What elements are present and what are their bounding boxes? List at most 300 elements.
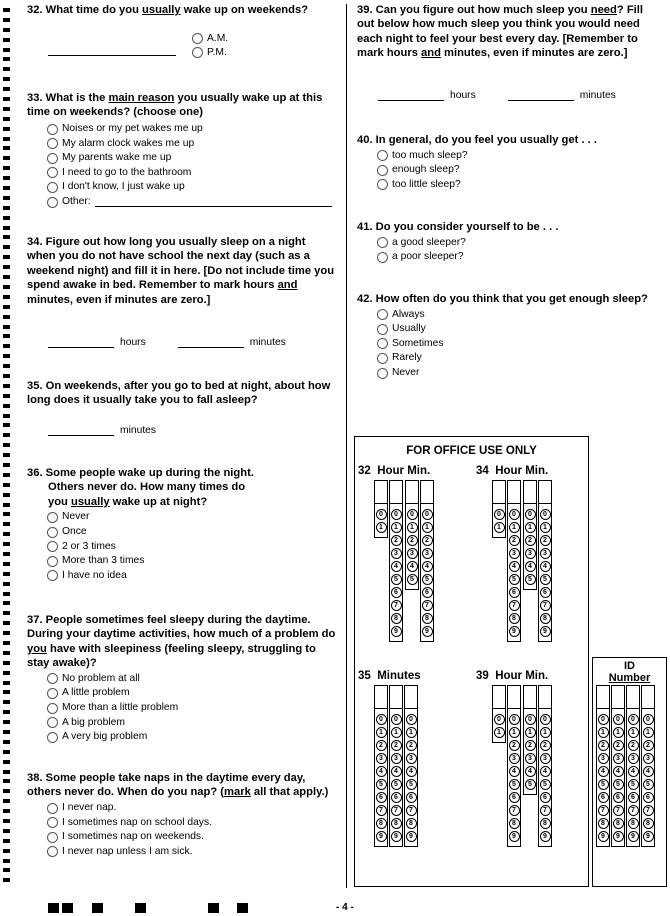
timing-mark (3, 779, 10, 783)
timing-mark (3, 18, 10, 22)
timing-mark (3, 601, 10, 605)
write-in-box[interactable] (524, 685, 536, 709)
digit-bubble[interactable]: 0 (376, 509, 387, 520)
radio-button[interactable] (47, 803, 58, 814)
hours-label: hours (450, 90, 476, 101)
digit-bubble[interactable]: 7 (509, 600, 520, 611)
digit-bubble[interactable]: 4 (376, 766, 387, 777)
timing-mark (3, 235, 10, 239)
digit-bubble[interactable]: 5 (391, 574, 402, 585)
digit-bubble[interactable]: 5 (376, 779, 387, 790)
radio-button[interactable] (47, 688, 58, 699)
radio-button[interactable] (47, 846, 58, 857)
digit-bubble[interactable]: 2 (598, 740, 609, 751)
write-in-box[interactable] (493, 480, 505, 504)
digit-bubble[interactable]: 9 (628, 831, 639, 842)
digit-bubble[interactable]: 5 (540, 779, 551, 790)
q39-hours-blank[interactable] (378, 91, 444, 101)
digit-bubble[interactable]: 1 (391, 727, 402, 738)
radio-button[interactable] (377, 338, 388, 349)
id-digit-column (626, 685, 640, 847)
q33-option[interactable]: Noises or my pet wakes me up (47, 122, 332, 137)
q37-option[interactable]: No problem at all (47, 672, 339, 687)
digit-bubble[interactable]: 8 (406, 818, 417, 829)
digit-bubble[interactable]: 7 (628, 805, 639, 816)
q37-option[interactable]: A little problem (47, 686, 339, 701)
minutes-column (389, 685, 403, 847)
q33-option-other[interactable]: Other: (47, 195, 332, 210)
q35-minutes-blank[interactable] (48, 426, 114, 436)
digit-bubble[interactable]: 1 (407, 522, 418, 533)
digit-bubble[interactable]: 8 (376, 818, 387, 829)
digit-bubble[interactable]: 2 (525, 740, 536, 751)
q33-option[interactable]: I need to go to the bathroom (47, 166, 332, 181)
digit-bubble[interactable]: 3 (540, 548, 551, 559)
q38-options (47, 801, 337, 859)
q32-time-blank[interactable] (48, 46, 176, 56)
digit-bubble[interactable]: 7 (509, 805, 520, 816)
digit-bubble[interactable]: 0 (525, 509, 536, 520)
digit-bubble[interactable]: 9 (391, 831, 402, 842)
question-39 (357, 3, 657, 61)
timing-mark (3, 166, 10, 170)
digit-bubble[interactable]: 6 (628, 792, 639, 803)
hour-tens-column (492, 685, 506, 743)
write-in-box[interactable] (597, 685, 609, 709)
digit-bubble[interactable]: 5 (406, 779, 417, 790)
q40-option[interactable]: too little sleep? (377, 178, 657, 193)
registration-mark (62, 903, 73, 913)
digit-bubble[interactable]: 3 (391, 753, 402, 764)
write-in-box[interactable] (508, 480, 520, 504)
digit-bubble[interactable]: 3 (422, 548, 433, 559)
q33-option[interactable]: My parents wake me up (47, 151, 332, 166)
digit-bubble[interactable]: 9 (509, 626, 520, 637)
q36-option[interactable]: 2 or 3 times (47, 539, 337, 554)
digit-bubble[interactable]: 0 (525, 714, 536, 725)
digit-bubble[interactable]: 0 (391, 714, 402, 725)
digit-bubble[interactable]: 1 (376, 522, 387, 533)
radio-button[interactable] (47, 817, 58, 828)
digit-bubble[interactable]: 2 (422, 535, 433, 546)
digit-bubble[interactable]: 4 (628, 766, 639, 777)
digit-bubble[interactable]: 8 (540, 818, 551, 829)
q42-option[interactable]: Usually (377, 322, 657, 337)
digit-bubble[interactable]: 3 (598, 753, 609, 764)
timing-mark (3, 196, 10, 200)
timing-mark (3, 839, 10, 843)
q35-answer-row (48, 425, 156, 436)
digit-bubble[interactable]: 7 (540, 600, 551, 611)
write-in-box[interactable] (375, 480, 387, 504)
digit-bubble[interactable]: 2 (540, 740, 551, 751)
write-in-box[interactable] (406, 480, 418, 504)
digit-bubble[interactable]: 1 (525, 727, 536, 738)
digit-bubble[interactable]: 6 (509, 587, 520, 598)
digit-bubble[interactable]: 2 (628, 740, 639, 751)
q36-option[interactable]: More than 3 times (47, 554, 337, 569)
digit-bubble[interactable]: 8 (391, 818, 402, 829)
digit-bubble[interactable]: 7 (406, 805, 417, 816)
digit-bubble[interactable]: 1 (376, 727, 387, 738)
write-in-box[interactable] (493, 685, 505, 709)
digit-bubble[interactable]: 8 (643, 818, 654, 829)
q37-option[interactable]: A very big problem (47, 730, 339, 745)
digit-bubble[interactable]: 4 (540, 766, 551, 777)
digit-bubble[interactable]: 3 (525, 548, 536, 559)
digit-bubble[interactable]: 8 (422, 613, 433, 624)
digit-bubble[interactable]: 2 (391, 740, 402, 751)
digit-bubble[interactable]: 4 (525, 561, 536, 572)
digit-bubble[interactable]: 1 (525, 522, 536, 533)
digit-bubble[interactable]: 1 (509, 727, 520, 738)
digit-bubble[interactable]: 6 (540, 792, 551, 803)
minute-ones-column (538, 480, 552, 642)
write-in-box[interactable] (390, 685, 402, 709)
q41-option[interactable]: a poor sleeper? (377, 250, 657, 265)
digit-bubble[interactable]: 6 (391, 587, 402, 598)
timing-mark (3, 374, 10, 378)
timing-mark (3, 67, 10, 71)
hour-tens-column (374, 480, 388, 538)
id-number-label: ID Number (608, 660, 651, 684)
digit-bubble[interactable]: 8 (613, 818, 624, 829)
timing-mark (3, 364, 10, 368)
timing-mark (3, 315, 10, 319)
q40-option[interactable]: too much sleep? (377, 148, 657, 163)
q36-option[interactable]: Never (47, 510, 337, 525)
id-digit-column (611, 685, 625, 847)
digit-bubble[interactable]: 6 (540, 587, 551, 598)
digit-bubble[interactable]: 1 (598, 727, 609, 738)
q42-option[interactable]: Never (377, 366, 657, 381)
q33-option[interactable]: My alarm clock wakes me up (47, 136, 332, 151)
digit-bubble[interactable]: 8 (509, 818, 520, 829)
digit-bubble[interactable]: 9 (391, 626, 402, 637)
radio-button[interactable] (47, 717, 58, 728)
q36-option[interactable]: I have no idea (47, 569, 337, 584)
digit-bubble[interactable]: 5 (540, 574, 551, 585)
q33-option[interactable]: I don't know, I just wake up (47, 180, 332, 195)
digit-bubble[interactable]: 4 (643, 766, 654, 777)
radio-button[interactable] (47, 570, 58, 581)
question-39-text: 39. Can you figure out how much sleep you need? Fill out below how much sleep you think you would need each night to feel your best every day. [Remember to mark hours and minutes, even if minutes are zero.] (357, 4, 643, 60)
q42-option[interactable]: Always (377, 307, 657, 322)
digit-bubble[interactable]: 3 (628, 753, 639, 764)
digit-bubble[interactable]: 2 (540, 535, 551, 546)
digit-bubble[interactable]: 1 (643, 727, 654, 738)
question-42-text: 42. How often do you think that you get enough sleep? (357, 293, 648, 305)
radio-button[interactable] (47, 197, 58, 208)
write-in-box[interactable] (421, 480, 433, 504)
radio-button[interactable] (377, 324, 388, 335)
write-in-box[interactable] (375, 685, 387, 709)
q38-option[interactable]: I sometimes nap on weekends. (47, 830, 337, 845)
digit-bubble[interactable]: 7 (613, 805, 624, 816)
digit-bubble[interactable]: 7 (540, 805, 551, 816)
write-in-box[interactable] (390, 480, 402, 504)
write-in-box[interactable] (508, 685, 520, 709)
digit-bubble[interactable]: 0 (422, 509, 433, 520)
timing-mark (3, 611, 10, 615)
digit-bubble[interactable]: 7 (598, 805, 609, 816)
radio-button[interactable] (47, 138, 58, 149)
digit-bubble[interactable]: 8 (540, 613, 551, 624)
digit-bubble[interactable]: 3 (613, 753, 624, 764)
digit-bubble[interactable]: 4 (525, 766, 536, 777)
digit-bubble[interactable]: 0 (613, 714, 624, 725)
digit-bubble[interactable]: 5 (598, 779, 609, 790)
timing-mark (3, 216, 10, 220)
digit-bubble[interactable]: 3 (525, 753, 536, 764)
digit-bubble[interactable]: 5 (643, 779, 654, 790)
digit-bubble[interactable]: 0 (509, 714, 520, 725)
radio-button[interactable] (192, 33, 203, 44)
radio-button[interactable] (47, 167, 58, 178)
q34-answer-row (48, 337, 286, 348)
digit-bubble[interactable]: 0 (391, 509, 402, 520)
digit-bubble[interactable]: 4 (509, 561, 520, 572)
digit-bubble[interactable]: 6 (613, 792, 624, 803)
digit-bubble[interactable]: 8 (598, 818, 609, 829)
question-40-text: 40. In general, do you feel you usually get . . . (357, 134, 597, 146)
digit-bubble[interactable]: 4 (406, 766, 417, 777)
digit-bubble[interactable]: 4 (613, 766, 624, 777)
id-digit-column (641, 685, 655, 847)
digit-bubble[interactable]: 5 (525, 779, 536, 790)
timing-mark (3, 483, 10, 487)
digit-bubble[interactable]: 7 (391, 805, 402, 816)
digit-bubble[interactable]: 7 (391, 600, 402, 611)
write-in-box[interactable] (612, 685, 624, 709)
digit-bubble[interactable]: 7 (376, 805, 387, 816)
timing-mark (3, 868, 10, 872)
digit-bubble[interactable]: 5 (422, 574, 433, 585)
digit-bubble[interactable]: 0 (643, 714, 654, 725)
radio-button[interactable] (377, 150, 388, 161)
q42-option[interactable]: Rarely (377, 351, 657, 366)
digit-bubble[interactable]: 4 (422, 561, 433, 572)
digit-bubble[interactable]: 2 (407, 535, 418, 546)
radio-button[interactable] (377, 353, 388, 364)
radio-button[interactable] (377, 309, 388, 320)
digit-bubble[interactable]: 9 (540, 831, 551, 842)
digit-bubble[interactable]: 6 (391, 792, 402, 803)
digit-bubble[interactable]: 9 (406, 831, 417, 842)
digit-bubble[interactable]: 3 (643, 753, 654, 764)
digit-bubble[interactable]: 6 (376, 792, 387, 803)
digit-bubble[interactable]: 5 (525, 574, 536, 585)
digit-bubble[interactable]: 6 (422, 587, 433, 598)
radio-button[interactable] (47, 153, 58, 164)
grid-35-label: 35 Minutes (358, 670, 421, 682)
timing-mark (3, 473, 10, 477)
grid-34-label: 34 Hour Min. (476, 465, 549, 477)
digit-bubble[interactable]: 0 (540, 714, 551, 725)
digit-bubble[interactable]: 3 (407, 548, 418, 559)
digit-bubble[interactable]: 3 (376, 753, 387, 764)
digit-bubble[interactable]: 0 (494, 509, 505, 520)
q41-option[interactable]: a good sleeper? (377, 235, 657, 250)
digit-bubble[interactable]: 9 (509, 831, 520, 842)
radio-button[interactable] (47, 182, 58, 193)
write-in-box[interactable] (539, 685, 551, 709)
digit-bubble[interactable]: 8 (628, 818, 639, 829)
digit-bubble[interactable]: 1 (406, 727, 417, 738)
timing-mark (3, 404, 10, 408)
digit-bubble[interactable]: 2 (525, 535, 536, 546)
digit-bubble[interactable]: 4 (391, 561, 402, 572)
question-36 (27, 466, 337, 583)
digit-bubble[interactable]: 2 (406, 740, 417, 751)
id-digit-column (596, 685, 610, 847)
q42-options (377, 307, 657, 380)
digit-bubble[interactable]: 1 (540, 727, 551, 738)
q38-option[interactable]: I never nap unless I am sick. (47, 845, 337, 860)
digit-bubble[interactable]: 8 (509, 613, 520, 624)
digit-bubble[interactable]: 9 (613, 831, 624, 842)
grid-39-label: 39 Hour Min. (476, 670, 549, 682)
q38-option[interactable]: I sometimes nap on school days. (47, 815, 337, 830)
digit-bubble[interactable]: 6 (598, 792, 609, 803)
minutes-label: minutes (120, 425, 157, 436)
digit-bubble[interactable]: 9 (598, 831, 609, 842)
radio-button[interactable] (47, 541, 58, 552)
timing-mark (3, 146, 10, 150)
digit-bubble[interactable]: 9 (376, 831, 387, 842)
q36-option[interactable]: Once (47, 525, 337, 540)
digit-bubble[interactable]: 7 (643, 805, 654, 816)
digit-bubble[interactable]: 3 (540, 753, 551, 764)
digit-bubble[interactable]: 5 (407, 574, 418, 585)
digit-bubble[interactable]: 1 (613, 727, 624, 738)
radio-button[interactable] (47, 124, 58, 135)
q34-hours-blank[interactable] (48, 338, 114, 348)
digit-bubble[interactable]: 5 (628, 779, 639, 790)
digit-bubble[interactable]: 9 (540, 626, 551, 637)
digit-bubble[interactable]: 1 (391, 522, 402, 533)
radio-button[interactable] (377, 368, 388, 379)
q32-option-am[interactable]: A.M. (192, 31, 228, 46)
question-35 (27, 379, 337, 408)
timing-mark (3, 463, 10, 467)
digit-bubble[interactable]: 0 (494, 714, 505, 725)
digit-bubble[interactable]: 5 (391, 779, 402, 790)
digit-bubble[interactable]: 1 (494, 727, 505, 738)
q33-other-blank[interactable] (95, 197, 332, 207)
timing-mark (3, 493, 10, 497)
digit-bubble[interactable]: 0 (406, 714, 417, 725)
write-in-box[interactable] (524, 480, 536, 504)
radio-button[interactable] (377, 165, 388, 176)
radio-button[interactable] (47, 732, 58, 743)
digit-bubble[interactable]: 3 (391, 548, 402, 559)
digit-bubble[interactable]: 6 (643, 792, 654, 803)
digit-bubble[interactable]: 4 (598, 766, 609, 777)
q32-option-pm[interactable]: P.M. (192, 46, 228, 61)
q40-option[interactable]: enough sleep? (377, 163, 657, 178)
digit-bubble[interactable]: 2 (509, 740, 520, 751)
q42-option[interactable]: Sometimes (377, 337, 657, 352)
timing-mark (3, 829, 10, 833)
digit-bubble[interactable]: 0 (509, 509, 520, 520)
digit-bubble[interactable]: 7 (422, 600, 433, 611)
timing-mark (3, 48, 10, 52)
write-in-box[interactable] (642, 685, 654, 709)
digit-bubble[interactable]: 0 (628, 714, 639, 725)
digit-bubble[interactable]: 4 (540, 561, 551, 572)
digit-bubble[interactable]: 3 (509, 548, 520, 559)
digit-bubble[interactable]: 6 (406, 792, 417, 803)
digit-bubble[interactable]: 0 (540, 509, 551, 520)
radio-button[interactable] (192, 47, 203, 58)
digit-bubble[interactable]: 2 (613, 740, 624, 751)
q37-option[interactable]: More than a little problem (47, 701, 339, 716)
write-in-box[interactable] (627, 685, 639, 709)
question-42 (357, 292, 657, 380)
q38-option[interactable]: I never nap. (47, 801, 337, 816)
digit-bubble[interactable]: 2 (643, 740, 654, 751)
digit-bubble[interactable]: 2 (509, 535, 520, 546)
digit-bubble[interactable]: 2 (391, 535, 402, 546)
write-in-box[interactable] (539, 480, 551, 504)
digit-bubble[interactable]: 5 (509, 779, 520, 790)
q34-minutes-blank[interactable] (178, 338, 244, 348)
digit-bubble[interactable]: 3 (509, 753, 520, 764)
digit-bubble[interactable]: 0 (598, 714, 609, 725)
digit-bubble[interactable]: 8 (391, 613, 402, 624)
digit-bubble[interactable]: 0 (407, 509, 418, 520)
registration-mark (237, 903, 248, 913)
timing-mark (3, 77, 10, 81)
timing-mark (3, 384, 10, 388)
radio-button[interactable] (377, 179, 388, 190)
timing-mark (3, 334, 10, 338)
q39-minutes-blank[interactable] (508, 91, 574, 101)
digit-bubble[interactable]: 2 (376, 740, 387, 751)
radio-button[interactable] (377, 252, 388, 263)
digit-bubble[interactable]: 4 (391, 766, 402, 777)
digit-bubble[interactable]: 6 (509, 792, 520, 803)
radio-button[interactable] (47, 556, 58, 567)
q37-option[interactable]: A big problem (47, 715, 339, 730)
digit-bubble[interactable]: 1 (540, 522, 551, 533)
digit-bubble[interactable]: 5 (613, 779, 624, 790)
radio-button[interactable] (47, 512, 58, 523)
radio-button[interactable] (47, 527, 58, 538)
radio-button[interactable] (377, 237, 388, 248)
digit-bubble[interactable]: 1 (628, 727, 639, 738)
timing-mark (3, 325, 10, 329)
digit-bubble[interactable]: 1 (422, 522, 433, 533)
digit-bubble[interactable]: 4 (407, 561, 418, 572)
digit-bubble[interactable]: 9 (643, 831, 654, 842)
write-in-box[interactable] (405, 685, 417, 709)
timing-mark (3, 137, 10, 141)
radio-button[interactable] (47, 673, 58, 684)
digit-bubble[interactable]: 4 (509, 766, 520, 777)
radio-button[interactable] (47, 703, 58, 714)
digit-bubble[interactable]: 5 (509, 574, 520, 585)
radio-button[interactable] (47, 832, 58, 843)
digit-bubble[interactable]: 1 (509, 522, 520, 533)
digit-bubble[interactable]: 1 (494, 522, 505, 533)
digit-bubble[interactable]: 9 (422, 626, 433, 637)
timing-mark (3, 127, 10, 131)
digit-bubble[interactable]: 3 (406, 753, 417, 764)
digit-bubble[interactable]: 0 (376, 714, 387, 725)
question-38-text: 38. Some people take naps in the daytime every day, others never do. When do you nap? (mark all that apply.) (27, 772, 329, 799)
